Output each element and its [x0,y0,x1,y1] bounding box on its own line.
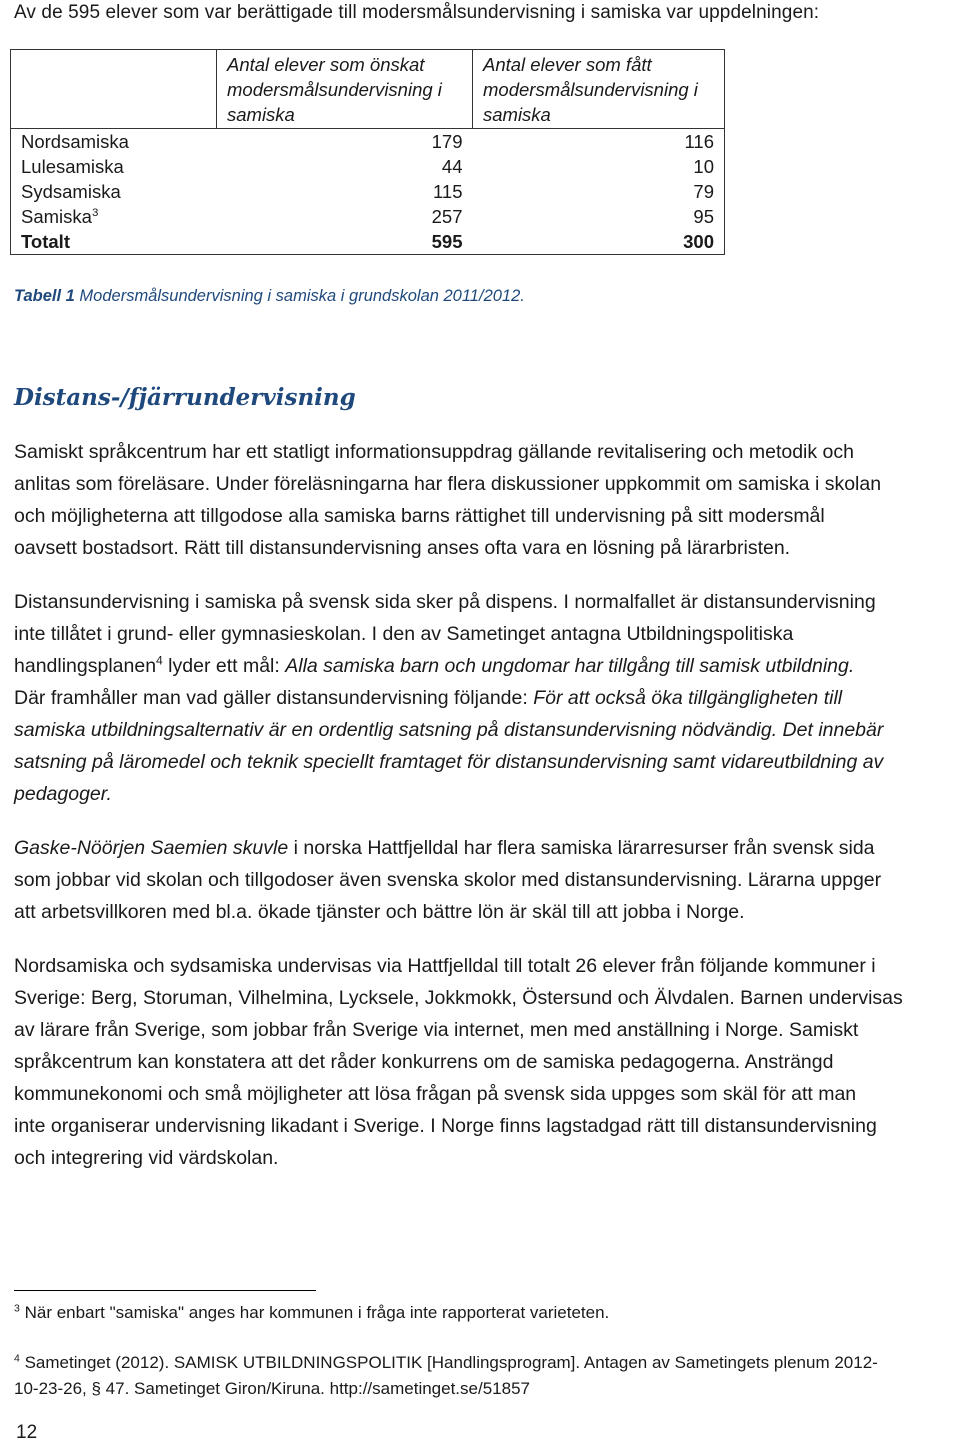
section-heading: Distans-/fjärrundervisning [14,384,356,411]
footnote-line [14,1300,959,1326]
text-line: Nordsamiska och sydsamiska undervisas via Hattfjelldal till totalt 26 elever från följande kommuner i [14,955,876,977]
table-row [11,129,725,155]
total-wished: 595 [217,229,473,255]
text-line: och möjligheterna att tillgodose alla samiska barns rättighet till undervisning på sitt modersmål [14,505,825,527]
text-segment: lyder ett mål: [162,655,286,677]
text-line: att arbetsvillkoren med bl.a. ökade tjänster och bättre lön är skäl till att jobba i Norge. [14,901,745,923]
text-line: pedagoger. [14,783,112,805]
paragraph-1 [14,436,959,564]
footnote-ref: 3 [91,206,99,219]
row-got: 10 [473,154,725,179]
intro-text: Av de 595 elever som var berättigade till modersmålsundervisning i samiska var uppdelningen: [14,2,820,23]
footnote-line [14,1350,959,1376]
paragraph-3 [14,832,959,928]
quote-text: Alla samiska barn och ungdomar har tillgång till samisk utbildning. [285,655,855,677]
row-got: 116 [473,129,725,155]
table-total-row [11,229,725,255]
data-table [10,49,725,255]
footnote-text: När enbart "samiska" anges har kommunen i fråga inte rapporterat varieteten. [19,1303,610,1322]
row-label: Samiska [21,205,92,227]
footnote-3 [14,1300,959,1326]
footnote-divider [14,1290,316,1291]
table-header-row [11,50,725,129]
text-line: inte organiserar undervisning likadant i Sverige. I Norge finns lagstadgad rätt till distansundervisning [14,1115,877,1137]
text-segment: handlingsplanen [14,655,157,677]
text-line: av lärare från Sverige, som jobbar från Sverige via internet, men med anställning i Norge. Samiskt [14,1019,859,1041]
footnote-4 [14,1350,959,1402]
row-got: 95 [473,204,725,229]
page-number: 12 [16,1422,38,1443]
table-header-wished: Antal elever som önskat modersmålsundervisning i samiska [217,50,473,129]
text-line: satsning på läromedel och teknik speciellt framtaget för distansundervisning samt vidareutbildning av [14,751,884,773]
table-header-empty [11,50,217,129]
table-caption [14,287,525,306]
footnote-number: 4 [14,1352,20,1365]
text-line: oavsett bostadsort. Rätt till distansundervisning anses ofta vara en lösning på lärarbristen. [14,537,791,559]
text-segment: i norska Hattfjelldal har flera samiska lärarresurser från svensk sida [288,837,875,859]
text-line: Distansundervisning i samiska på svensk sida sker på dispens. I normalfallet är distansundervisning [14,591,876,613]
row-got: 79 [473,179,725,204]
row-label: Sydsamiska [21,180,121,202]
row-wished: 179 [217,129,473,155]
footnote-ref: 4 [156,653,163,668]
paragraph-2 [14,586,959,810]
total-label: Totalt [11,229,217,255]
text-line: Sverige: Berg, Storuman, Vilhelmina, Lycksele, Jokkmokk, Östersund och Älvdalen. Barnen undervisas [14,987,903,1009]
caption-label: Tabell 1 [14,287,75,305]
footnote-number: 3 [14,1302,20,1315]
text-segment: Där framhåller man vad gäller distansundervisning följande: [14,687,534,709]
text-line: Samiskt språkcentrum har ett statligt informationsuppdrag gällande revitalisering och metodik och [14,441,854,463]
table-row [11,204,725,229]
row-wished: 257 [431,205,463,227]
text-line [14,682,959,714]
footnote-line: 10-23-26, § 47. Sametinget Giron/Kiruna. http://sametinget.se/51857 [14,1379,530,1398]
text-line [14,832,959,864]
text-line [14,650,959,682]
row-label: Nordsamiska [21,130,129,152]
text-line: inte tillåtet i grund- eller gymnasieskolan. I den av Sametinget antagna Utbildningspolitiska [14,623,794,645]
paragraph-4 [14,950,959,1174]
quote-text: För att också öka tillgängligheten till [533,687,843,709]
row-wished: 44 [441,155,463,177]
table-row [11,179,725,204]
row-label: Lulesamiska [21,155,124,177]
text-line: anlitas som föreläsare. Under föreläsningarna har flera diskussioner uppkommit om samiska i skolan [14,473,882,495]
row-wished: 115 [433,180,463,202]
table-header-got: Antal elever som fått modersmålsundervisning i samiska [473,50,725,129]
caption-text: Modersmålsundervisning i samiska i grundskolan 2011/2012. [79,287,525,305]
text-line: och integrering vid värdskolan. [14,1147,279,1169]
text-line: kommunekonomi och små möjligheter att lösa frågan på svensk sida uppges som skäl för att man [14,1083,857,1105]
text-line: som jobbar vid skolan och tillgodoser även svenska skolor med distansundervisning. Lärarna uppger [14,869,882,891]
school-name: Gaske-Nöörjen Saemien skuvle [14,837,289,859]
footnote-text: Sametinget (2012). SAMISK UTBILDNINGSPOLITIK [Handlingsprogram]. Antagen av Sametingets plenum 2012- [19,1353,878,1372]
text-line: språkcentrum kan konstatera att det råder konkurrens om de samiska pedagogerna. Ansträngd [14,1051,834,1073]
table-row [11,154,725,179]
text-line: samiska utbildningsalternativ är en ordentlig satsning på distansundervisning nödvändig. Det innebär [14,719,884,741]
total-got: 300 [473,229,725,255]
